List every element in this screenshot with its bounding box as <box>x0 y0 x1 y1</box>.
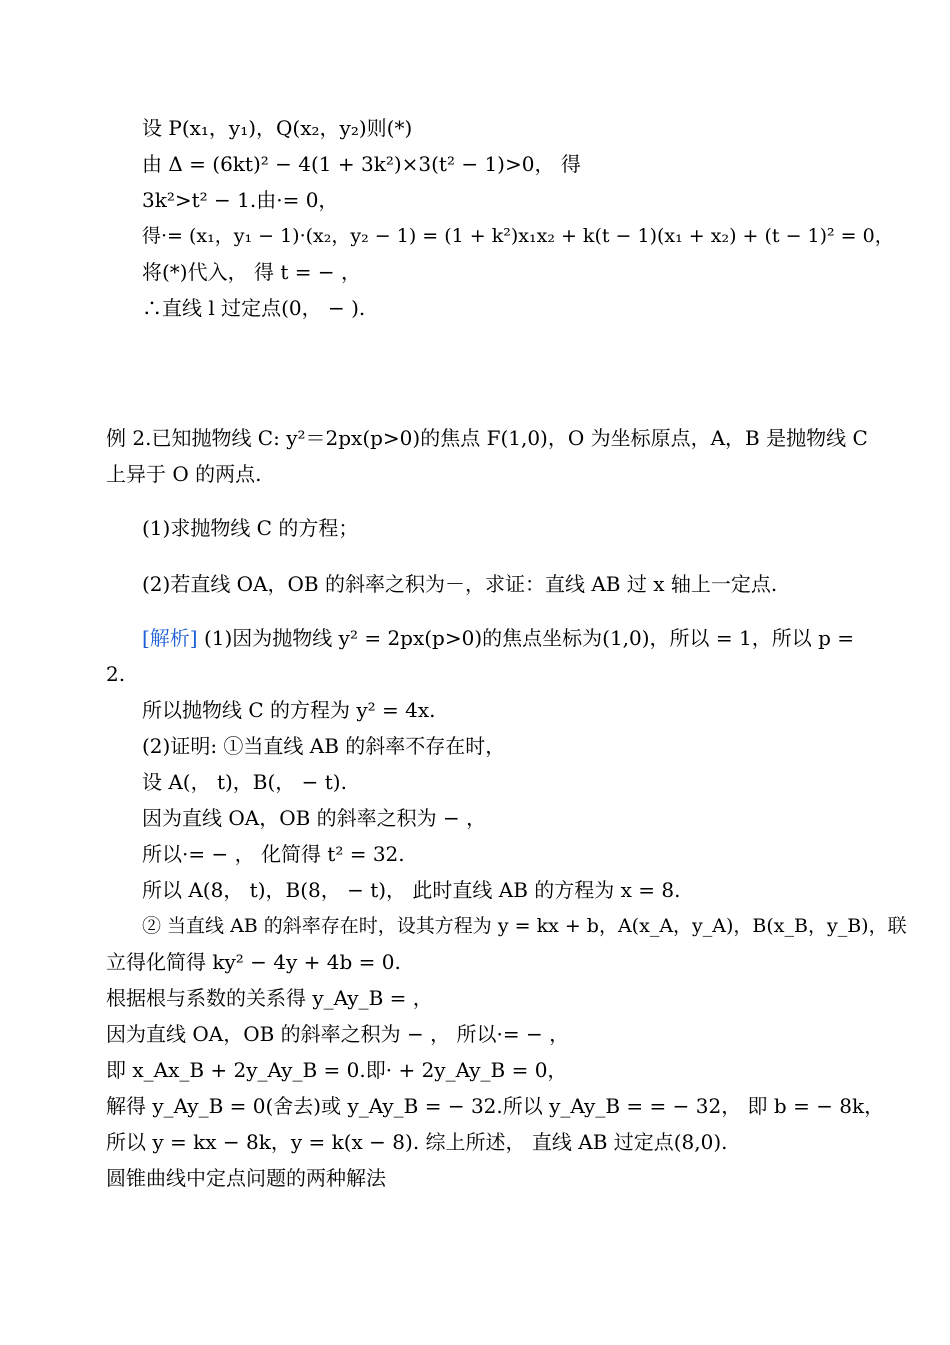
example-part-1: (1)求抛物线 C 的方程； <box>142 516 359 540</box>
derivation-line: 得·= (x₁，y₁ − 1)·(x₂，y₂ − 1) = (1 + k²)x₁x₂ + k(t − 1)(x₁ + x₂) + (t − 1)² = 0， <box>142 225 894 247</box>
derivation-line: 3k²>t² − 1.由·= 0， <box>142 188 339 212</box>
solution-line: 所以 y = kx − 8k，y = k(x − 8). 综上所述， 直线 AB 过定点(8,0). <box>106 1130 728 1154</box>
solution-line: 即 x_Ax_B + 2y_Ay_B = 0.即· + 2y_Ay_B = 0， <box>106 1058 568 1082</box>
solution-line: (2)证明: ①当直线 AB 的斜率不存在时， <box>142 734 506 758</box>
example-part-2: (2)若直线 OA，OB 的斜率之积为－，求证：直线 AB 过 x 轴上一定点. <box>142 572 778 596</box>
solution-line: 所以·= − ， 化简得 t² = 32. <box>142 842 405 866</box>
example-statement: 例 2.已知抛物线 C: y²＝2px(p>0)的焦点 F(1,0)，O 为坐标原点，A，B 是抛物线 C <box>106 426 868 450</box>
derivation-line: 由 Δ = (6kt)² − 4(1 + 3k²)×3(t² − 1)>0， 得 <box>142 152 581 176</box>
section-heading: 圆锥曲线中定点问题的两种解法 <box>106 1166 386 1190</box>
derivation-line: ∴直线 l 过定点(0， − ). <box>142 296 366 320</box>
solution-line: 因为直线 OA，OB 的斜率之积为 − ， <box>142 806 487 830</box>
solution-line: 根据根与系数的关系得 y_Ay_B = ， <box>106 986 433 1010</box>
solution-line-cont: 2. <box>106 662 126 686</box>
solution-line: 因为直线 OA，OB 的斜率之积为 − ， 所以·= − ， <box>106 1022 570 1046</box>
solution-line: 解得 y_Ay_B = 0(舍去)或 y_Ay_B = − 32.所以 y_Ay_B = = − 32， 即 b = − 8k， <box>106 1094 885 1118</box>
solution-line: 所以 A(8， t)，B(8， − t)， 此时直线 AB 的方程为 x = 8. <box>142 878 681 902</box>
solution-tag: [解析] <box>142 626 198 650</box>
example-statement-cont: 上异于 O 的两点. <box>106 462 262 486</box>
solution-text: (1)因为抛物线 y² = 2px(p>0)的焦点坐标为(1,0)，所以 = 1，所以 p = <box>197 626 855 650</box>
derivation-line: 设 P(x₁，y₁)，Q(x₂，y₂)则(*) <box>142 116 413 140</box>
solution-line: ② 当直线 AB 的斜率存在时，设其方程为 y = kx + b，A(x_A，y_A)，B(x_B，y_B)，联 <box>142 915 907 937</box>
solution-line: 立得化简得 ky² − 4y + 4b = 0. <box>106 950 401 974</box>
solution-line: 所以抛物线 C 的方程为 y² = 4x. <box>142 698 436 722</box>
solution-first-line <box>142 624 854 652</box>
solution-line: 设 A(， t)，B(， − t). <box>142 770 347 794</box>
derivation-line: 将(*)代入， 得 t = − ， <box>142 260 361 284</box>
